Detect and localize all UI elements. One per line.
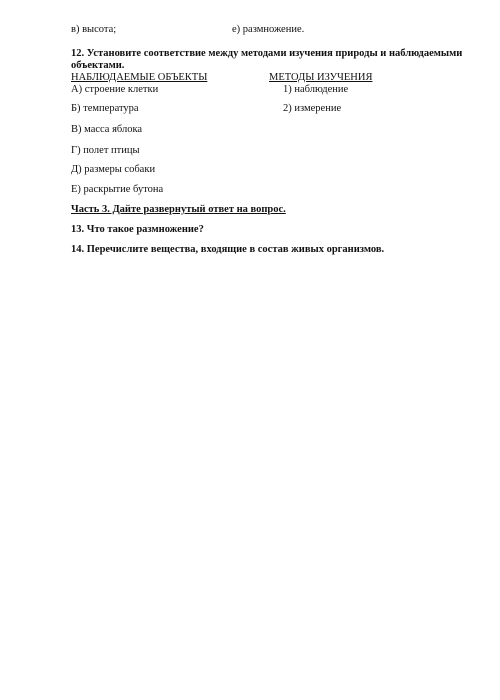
option-v-height: в) высота;	[71, 24, 117, 35]
objects-column-header: НАБЛЮДАЕМЫЕ ОБЪЕКТЫ	[71, 72, 208, 83]
question-13: 13. Что такое размножение?	[71, 224, 204, 235]
part-3-heading: Часть 3. Дайте развернутый ответ на вопрос.	[71, 204, 286, 215]
question-12-title-line1: 12. Установите соответствие между методами изучения природы и наблюдаемыми	[71, 48, 463, 59]
object-item-e: Е) раскрытие бутона	[71, 184, 164, 195]
object-item-d: Д) размеры собаки	[71, 164, 156, 175]
method-item-1: 1) наблюдение	[283, 84, 349, 95]
question-12-title-line2: объектами.	[71, 60, 125, 71]
object-item-v: В) масса яблока	[71, 124, 143, 135]
object-item-b: Б) температура	[71, 103, 139, 114]
object-item-g: Г) полет птицы	[71, 145, 140, 156]
question-14: 14. Перечислите вещества, входящие в состав живых организмов.	[71, 244, 385, 255]
object-item-a: А) строение клетки	[71, 84, 159, 95]
methods-column-header: МЕТОДЫ ИЗУЧЕНИЯ	[269, 72, 373, 83]
method-item-2: 2) измерение	[283, 103, 342, 114]
option-e-reproduction: е) размножение.	[232, 24, 305, 35]
